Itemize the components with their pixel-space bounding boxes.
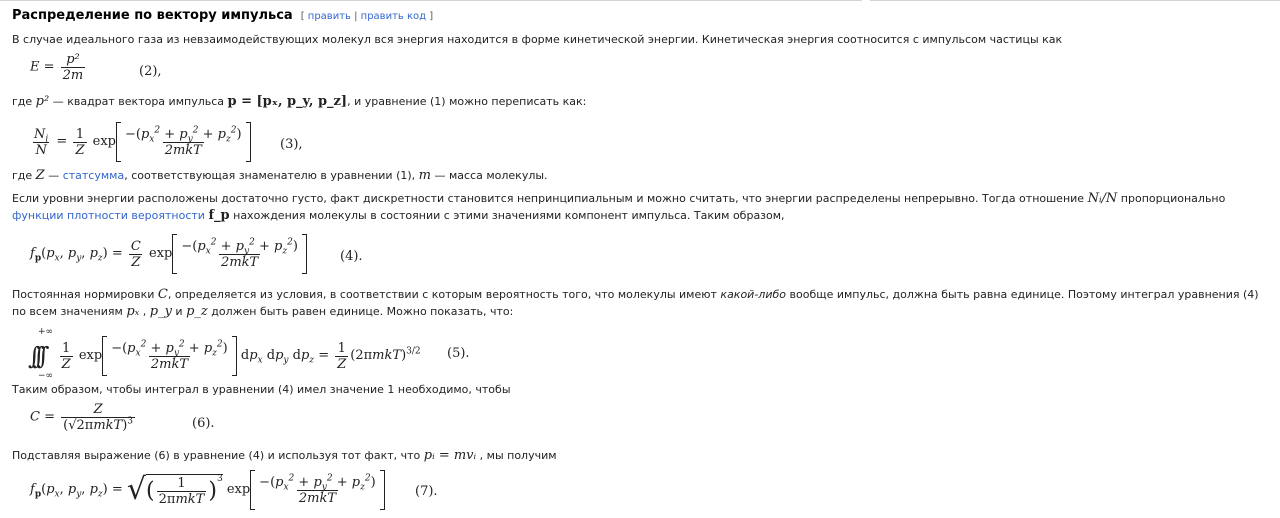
paragraph-kinetic-energy: В случае идеального газа из невзаимодействующих молекул вся энергия находится в форме кинетической энергии. Кинетическая энергия соотносится с импульсом частицы как — [12, 33, 1063, 46]
equation-7-number: (7). — [415, 484, 438, 499]
equation-5: +∞ −∞ ∫∫∫ $\frac{1}{Z}$ exp $\frac{-(p_x^2 + p_y^2 + p_z^2)}{\text{2mkT}}$ $dp_x$ $dp_y$ $dp_z$ = $\frac{1}{Z}$ $(2\pi mkT)^{3/2}$ — [28, 327, 421, 381]
section-heading — [12, 6, 1274, 28]
equation-3-number: (3), — [280, 137, 303, 152]
paragraph-continuous-distribution: Если уровни энергии расположены достаточно густо, факт дискретности становится непринципиальным и можно считать, что энергии распределены непрерывно. Тогда отношение Nᵢ/N пропорционально функции плотности вероятности f_p нахождения молекулы в состоянии с этими значениями компонент импульса. Таким образом, — [12, 191, 1226, 223]
probability-density-link[interactable]: функции плотности вероятности — [12, 209, 205, 222]
equation-2: E = $\frac{\text{p²}}{2m}$ — [30, 52, 84, 83]
partition-function-link[interactable]: статсумма — [62, 169, 125, 182]
equation-7: $f_p(p_x$, $p_y$, $p_z$) = √( $\frac{1}{\text{2πmkT}}$ )$^3$ exp $\frac{-(p_x^2 + p_y^2 + p_z^2)}{\text{2mkT}}$ — [30, 470, 385, 510]
edit-code-link[interactable]: править код — [360, 11, 427, 22]
edit-links: [ править | править код ] — [300, 11, 434, 22]
paragraph-integral-condition: Таким образом, чтобы интеграл в уравнении (4) имел значение 1 необходимо, чтобы — [12, 383, 511, 396]
edit-link[interactable]: править — [307, 11, 351, 22]
equation-4: $f_p(p_x$, $p_y$, $p_z$) = $\frac{C}{Z}$ exp $\frac{-(p_x^2 + p_y^2 + p_z^2)}{\text{2mkT}}$ — [30, 234, 307, 274]
article-section — [12, 6, 1274, 507]
paragraph-substitution: Подставляя выражение (6) в уравнение (4) и используя тот факт, что pᵢ = mvᵢ , мы получим — [12, 448, 557, 463]
equation-6-number: (6). — [192, 416, 215, 431]
equation-2-number: (2), — [139, 64, 162, 79]
paragraph-momentum-vector: где p² — квадрат вектора импульса p = [pₓ, p_y, p_z], и уравнение (1) можно переписать как: — [12, 94, 587, 109]
header-divider — [0, 0, 1280, 2]
section-title: Распределение по вектору импульса — [12, 8, 293, 23]
equation-6: C = $\frac{Z}{(√2\pi mkT)^3}$ — [30, 402, 134, 433]
equation-3: $\frac{N_i}{N}$ = $\frac{1}{Z}$ exp $\frac{-(p_x^2 + p_y^2 + p_z^2)}{\text{2mkT}}$ — [30, 122, 251, 162]
paragraph-partition-function: где Z — статсумма, соответствующая знаменателю в уравнении (1), m — масса молекулы. — [12, 168, 548, 183]
paragraph-normalization: Постоянная нормировки C, определяется из условия, в соответствии с которым вероятность того, что молекулы имеют какой-либо вообще импульс, должна быть равна единице. Поэтому интеграл уравнения (4) по всем значениям pₓ , p_y и p_z должен быть равен единице. Можно показать, что: — [12, 287, 1259, 319]
equation-5-number: (5). — [447, 346, 470, 361]
equation-4-number: (4). — [340, 249, 363, 264]
